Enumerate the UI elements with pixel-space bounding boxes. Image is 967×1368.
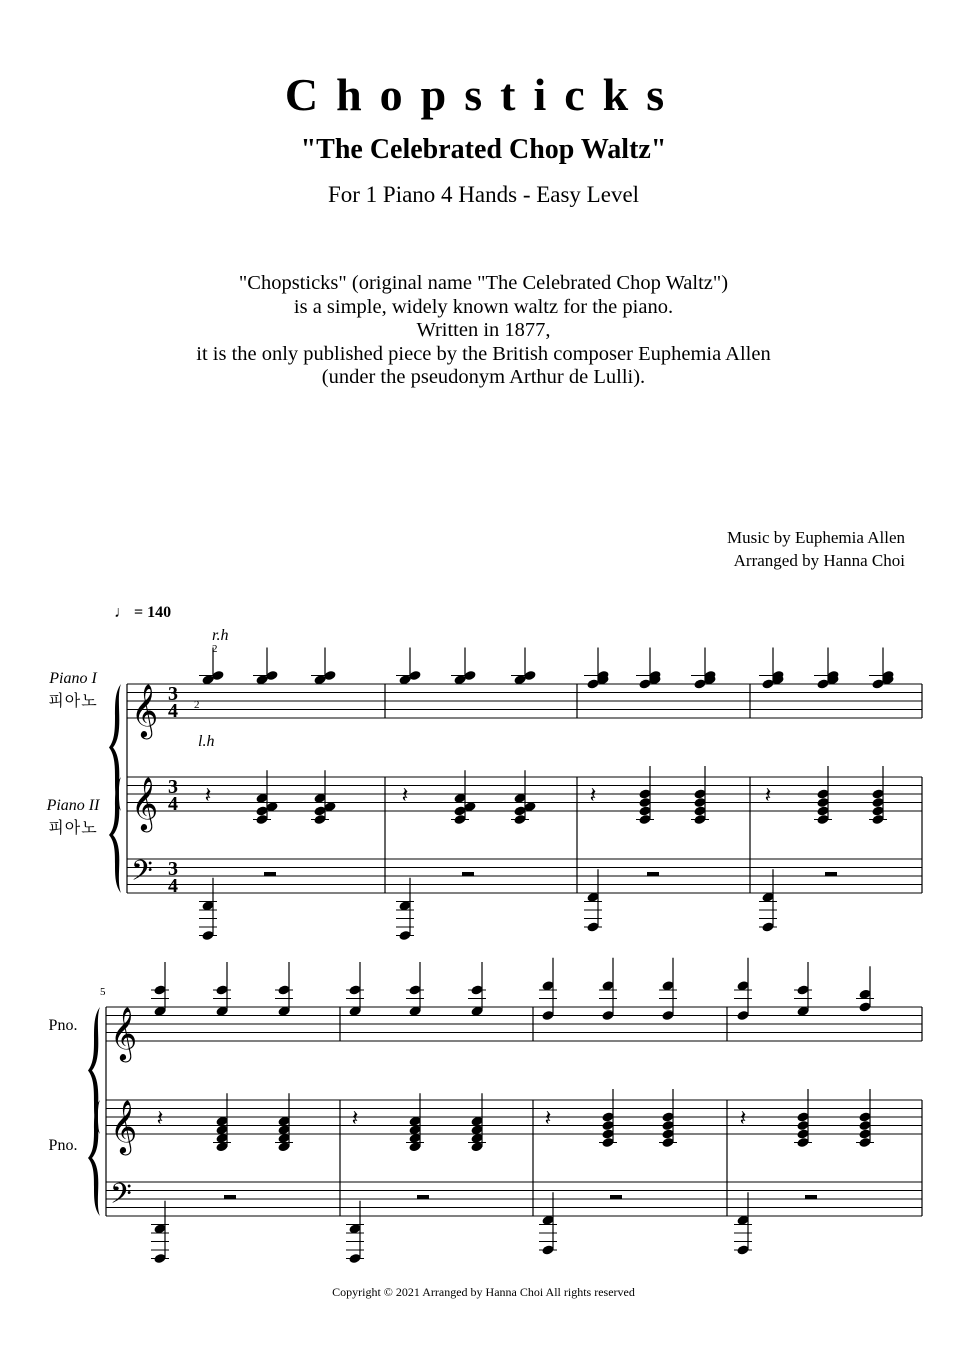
time-signature-top: 3 xyxy=(168,683,178,705)
time-signature-bottom: 4 xyxy=(168,793,178,815)
quarter-rest: 𝄽 xyxy=(544,1106,552,1132)
piano2-label-text: Piano II xyxy=(46,797,100,814)
brace xyxy=(109,777,121,893)
half-rest xyxy=(805,1195,817,1199)
tempo-marking: ♩ = 140 xyxy=(114,604,172,621)
half-rest xyxy=(647,872,659,876)
bass-clef: 𝄢 xyxy=(131,854,153,895)
piano2-short-label: Pno. xyxy=(48,1137,78,1154)
quarter-rest: 𝄽 xyxy=(589,783,597,809)
piano1-label-text: Piano I xyxy=(49,670,97,687)
quarter-rest: 𝄽 xyxy=(156,1106,164,1132)
half-rest xyxy=(264,872,276,876)
description-line: Written in 1877, xyxy=(416,319,551,341)
treble-clef: 𝄞 xyxy=(110,1006,138,1060)
quarter-rest: 𝄽 xyxy=(204,783,212,809)
time-signature-top: 3 xyxy=(168,858,178,880)
bass-clef: 𝄢 xyxy=(110,1177,132,1218)
half-rest xyxy=(610,1195,622,1199)
copyright-notice: Copyright © 2021 Arranged by Hanna Choi All rights reserved xyxy=(332,1285,635,1299)
brace xyxy=(88,1100,100,1216)
description-line: it is the only published piece by the British composer Euphemia Allen xyxy=(196,342,771,365)
half-rest xyxy=(224,1195,236,1199)
right-hand-marking: r.h xyxy=(212,627,229,644)
notation-layer xyxy=(88,627,922,1264)
description-line: (under the pseudonym Arthur de Lulli). xyxy=(321,366,646,388)
composer-credit: Music by Euphemia Allen xyxy=(726,528,905,547)
description-line: is a simple, widely known waltz for the piano. xyxy=(293,295,674,318)
treble-clef: 𝄞 xyxy=(110,1099,138,1153)
piano1-short-label: Pno. xyxy=(48,1017,78,1034)
treble-clef: 𝄞 xyxy=(131,776,159,830)
brace xyxy=(109,684,121,811)
arranger-credit: Arranged by Hanna Choi xyxy=(733,551,905,570)
half-rest xyxy=(825,872,837,876)
time-signature-bottom: 4 xyxy=(168,700,178,722)
time-signature-top: 3 xyxy=(168,776,178,798)
description-line: "Chopsticks" (original name "The Celebrated Chop Waltz") xyxy=(238,272,729,294)
piano1-label-korean: 피아노 xyxy=(48,691,98,710)
treble-clef: 𝄞 xyxy=(131,683,159,737)
half-rest xyxy=(417,1195,429,1199)
quarter-rest: 𝄽 xyxy=(739,1106,747,1132)
piano2-label-korean: 피아노 xyxy=(48,818,98,837)
brace xyxy=(88,1007,100,1134)
measure-number: 5 xyxy=(100,986,106,998)
quarter-rest: 𝄽 xyxy=(401,783,409,809)
score-title: Chopsticks xyxy=(284,69,683,120)
fingering-number: 2 xyxy=(194,699,200,711)
left-hand-marking: l.h xyxy=(198,733,215,750)
instrumentation-line: For 1 Piano 4 Hands - Easy Level xyxy=(327,182,640,207)
quarter-rest: 𝄽 xyxy=(351,1106,359,1132)
time-signature-bottom: 4 xyxy=(168,875,178,897)
fingering-number: 2 xyxy=(212,643,218,655)
quarter-rest: 𝄽 xyxy=(764,783,772,809)
half-rest xyxy=(462,872,474,876)
score-subtitle: "The Celebrated Chop Waltz" xyxy=(300,134,667,165)
